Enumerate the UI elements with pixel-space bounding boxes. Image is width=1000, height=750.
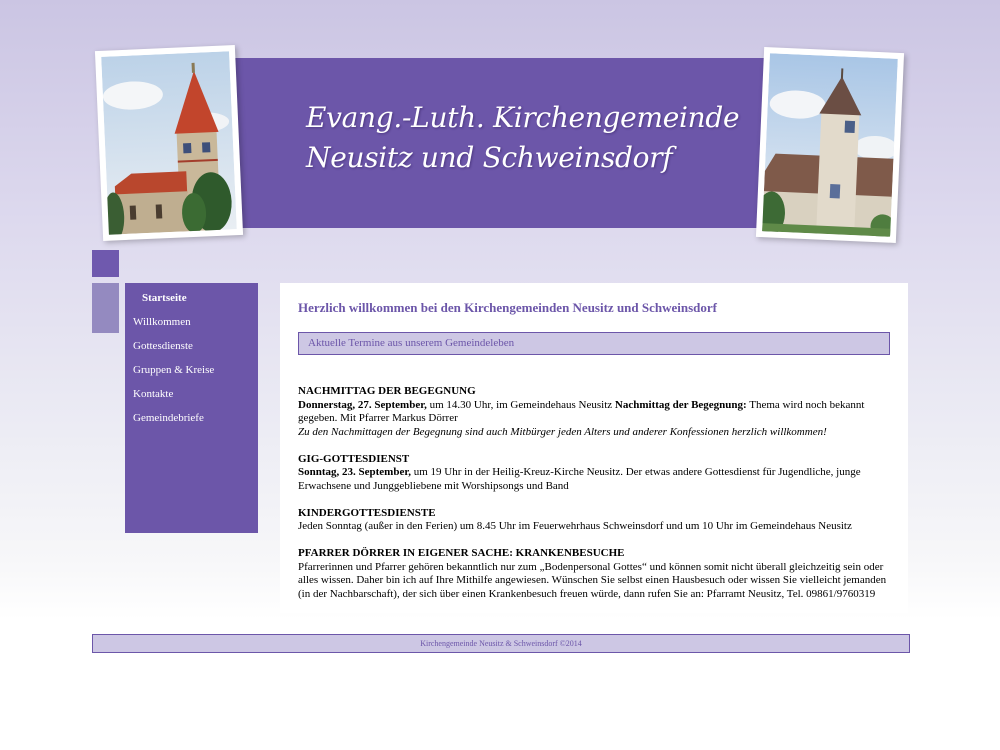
nav-item-gottesdienste[interactable]: Gottesdienste <box>133 340 193 352</box>
church-neusitz-image <box>101 51 237 234</box>
decorative-square <box>92 250 119 277</box>
nav-item-gruppen-kreise[interactable]: Gruppen & Kreise <box>133 364 215 376</box>
event-text: Donnerstag, 27. September, um 14.30 Uhr, im Gemeindehaus Neusitz Nachmittag der Begegnung: Thema wird noch bekannt gegeben. Mit Pfarrer Markus Dörrer Zu den Nachmittagen der Begegnung sind auch Mitbürger jeden Alters und anderer Konfessionen herzlich willkommen! <box>298 398 865 438</box>
site-title-line2: Neusitz und Schweinsdorf <box>306 141 673 174</box>
footer: Kirchengemeinde Neusitz & Schweinsdorf ©2014 <box>92 634 910 653</box>
event-date: Sonntag, 23. September, <box>298 466 411 478</box>
main-content <box>280 283 908 613</box>
nav-item-startseite[interactable]: Startseite <box>142 292 187 304</box>
event-date: Donnerstag, 27. September, <box>298 398 427 411</box>
page-title: Herzlich willkommen bei den Kirchengemeinden Neusitz und Schweinsdorf <box>298 300 718 315</box>
site-title-line1: Evang.-Luth. Kirchengemeinde <box>306 101 740 134</box>
event-item <box>298 453 890 494</box>
nav-item-willkommen[interactable]: Willkommen <box>133 316 191 328</box>
decorative-block <box>92 283 119 333</box>
church-photo-neusitz <box>95 45 243 241</box>
event-heading: GIG-GOTTESDIENST <box>298 452 410 465</box>
nav-item-kontakte[interactable]: Kontakte <box>133 388 174 400</box>
event-heading: PFARRER DÖRRER IN EIGENER SACHE: KRANKENBESUCHE <box>298 547 625 559</box>
church-schweinsdorf-image <box>762 53 898 236</box>
event-heading: NACHMITTAG DER BEGEGNUNG <box>298 385 476 397</box>
nav-item-gemeindebriefe[interactable]: Gemeindebriefe <box>133 412 204 424</box>
event-item <box>298 547 890 601</box>
event-text: Jeden Sonntag (außer in den Ferien) um 8.45 Uhr im Feuerwehrhaus Schweinsdorf und um 10 Uhr im Gemeindehaus Neusitz <box>298 520 852 532</box>
site-title[interactable] <box>306 98 739 178</box>
event-name: Nachmittag der Begegnung: <box>614 398 747 411</box>
church-photo-schweinsdorf <box>756 47 904 243</box>
sidebar-nav <box>125 283 258 533</box>
events-list <box>298 385 890 601</box>
section-header: Aktuelle Termine aus unserem Gemeindeleben <box>298 332 890 355</box>
event-text: Sonntag, 23. September, um 19 Uhr in der Heilig-Kreuz-Kirche Neusitz. Der etwas andere Gottesdienst für Jugendliche, junge Erwachsene und Junggebliebene mit Worshipsongs und Band <box>298 466 861 492</box>
event-note: Zu den Nachmittagen der Begegnung sind auch Mitbürger jeden Alters und anderer Konfessionen herzlich willkommen! <box>298 425 827 438</box>
event-item <box>298 385 890 439</box>
event-heading: KINDERGOTTESDIENSTE <box>298 506 436 519</box>
event-text: Pfarrerinnen und Pfarrer gehören bekanntlich nur zum „Bodenpersonal Gottes“ und können somit nicht überall gleichzeitig sein oder alles wissen. Daher bin ich auf Ihre Mithilfe angewiesen. Wünschen Sie selbst einen Hausbesuch oder wissen Sie vielleicht jemanden (in der Nachbarschaft), der sich über einen Krankenbesuch freuen würde, dann rufen Sie an: Pfarramt Neusitz, Tel. 09861/9760319 <box>298 560 887 600</box>
event-item <box>298 507 890 534</box>
